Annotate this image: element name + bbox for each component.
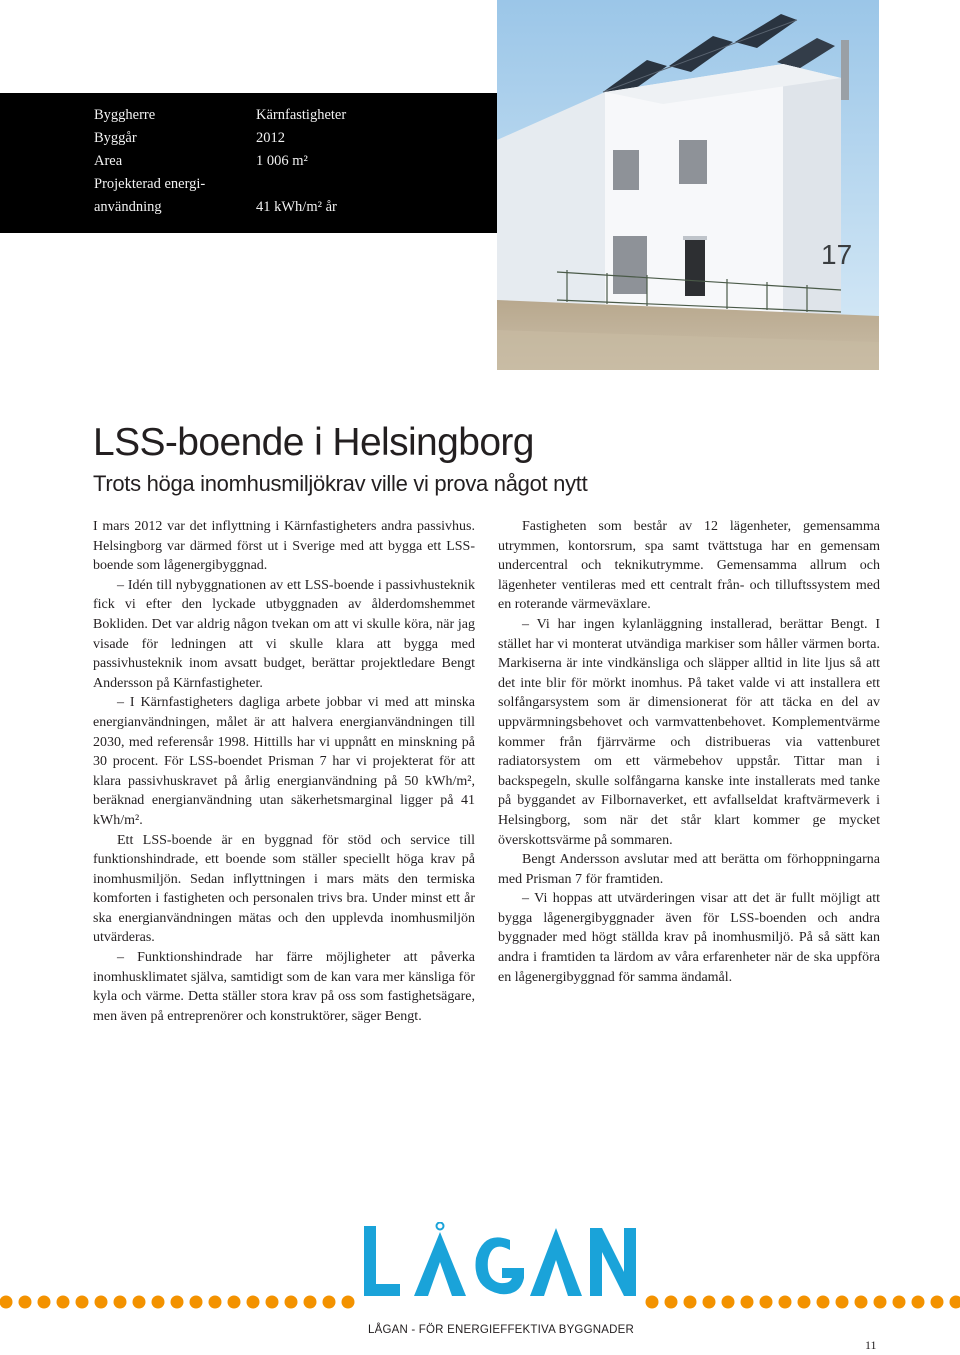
decorative-dot <box>912 1296 925 1309</box>
decorative-dot <box>0 1296 13 1309</box>
decorative-dot <box>855 1296 868 1309</box>
decorative-dot <box>798 1296 811 1309</box>
decorative-dot <box>323 1296 336 1309</box>
paragraph: Ett LSS-boende är en byggnad för stöd och service till funktionshindrade, ett boende som ställer speciellt höga krav på inomhusmiljön. Sedan inflyttningen i mars mäts den termiska komforten i fastigheten och personalen trivs bra. Under minst ett år ska energianvändningen mätas och den upplevda inomhusmiljön utvärderas. <box>93 832 475 946</box>
decorative-dot <box>304 1296 317 1309</box>
decorative-dot <box>19 1296 32 1309</box>
fact-label: Byggherre <box>94 107 156 123</box>
decorative-dot <box>779 1296 792 1309</box>
article-column-right <box>498 517 880 987</box>
paragraph: – Idén till nybyggnationen av ett LSS-boende i passivhusteknik fick vi efter den lyckade utbyggnaden av ålderdomshemmet Bokliden. Det var aldrig någon tvekan om att vi skulle köra, när jag visade för ledningen att vi skulle klara att bygga med passivhusteknik inom avsatt budget, berättar projektledare Bengt Andersson på Kärnfastigheter. <box>93 577 475 691</box>
decorative-dot <box>703 1296 716 1309</box>
decorative-dot <box>741 1296 754 1309</box>
paragraph: Fastigheten som består av 12 lägenheter, gemensamma utrymmen, kontorsrum, spa samt tvättstuga har en gemensam undercentral och teknikutrymme. Gemensamma allrum och lägenheter ventileras med ett centralt från- och tilluftssystem med en roterande värmeväxlare. <box>498 519 880 613</box>
fact-value: 1 006 m² <box>256 153 308 169</box>
decorative-dot <box>684 1296 697 1309</box>
article-title: LSS-boende i Helsingborg <box>93 421 534 464</box>
house-number-17: 17 <box>821 239 853 270</box>
decorative-dot <box>266 1296 279 1309</box>
building-photo <box>497 0 879 370</box>
decorative-dot <box>247 1296 260 1309</box>
paragraph: I mars 2012 var det inflyttning i Kärnfastigheters andra passivhus. Helsingborg var därmed först ut i Sverige med att bygga ett LSS-boende som lågenergibyggnad. <box>93 519 475 574</box>
fact-value: Kärnfastigheter <box>256 107 347 123</box>
paragraph: Bengt Andersson avslutar med att berätta om förhoppningarna med Prisman 7 för framtiden. <box>498 852 880 887</box>
logo-text: LÅGAN <box>498 1310 502 1311</box>
decorative-dot <box>817 1296 830 1309</box>
decorative-dot <box>209 1296 222 1309</box>
lagan-logo <box>360 1222 640 1314</box>
decorative-dot <box>836 1296 849 1309</box>
decorative-dot <box>114 1296 127 1309</box>
paragraph: – I Kärnfastigheters dagliga arbete jobbar vi med att minska energianvändningen, målet är att halvera energianvändningen till 2030, med referensår 1998. Hittills har vi uppnått en minskning på 30 procent. För LSS-boendet Prisman 7 har vi projekterat för att klara passivhuskravet på årlig energianvändning på 50 kWh/m², beräknad energianvändning utan säkerhetsmarginal ligger på 41 kWh/m². <box>93 695 475 828</box>
project-facts-box <box>0 93 497 233</box>
paragraph: – Funktionshindrade har färre möjligheter att påverka inomhusklimatet själva, samtidigt som de kan vara mer känsliga för kyla och värme. Detta ställer stora krav på oss som fastighetsägare, men även på entreprenörer och konstruktörer, säger Bengt. <box>93 950 475 1024</box>
decorative-dot <box>228 1296 241 1309</box>
fact-label: Projekterad energi- <box>94 176 206 192</box>
decorative-dot <box>76 1296 89 1309</box>
decorative-dot <box>57 1296 70 1309</box>
fact-label: Byggår <box>94 130 137 146</box>
page-number: 11 <box>865 1338 877 1352</box>
decorative-dot <box>152 1296 165 1309</box>
decorative-dot <box>95 1296 108 1309</box>
footer-tagline: LÅGAN - FÖR ENERGIEFFEKTIVA BYGGNADER <box>368 1324 634 1336</box>
decorative-dot <box>190 1296 203 1309</box>
article-subtitle: Trots höga inomhusmiljökrav ville vi prova något nytt <box>93 471 588 496</box>
decorative-dot <box>722 1296 735 1309</box>
decorative-dot <box>171 1296 184 1309</box>
paragraph: – Vi hoppas att utvärderingen visar att det är fullt möjligt att bygga lågenergibyggnader även för LSS-boenden och andra byggnader med högt ställda krav på inomhusmiljö. På så sätt kan andra i framtiden ta lärdom av våra erfarenheter när de ska uppföra en lågenergibyggnad för samma ändamål. <box>498 891 880 985</box>
decorative-dot <box>646 1296 659 1309</box>
fact-value: 2012 <box>256 130 285 146</box>
decorative-dot <box>665 1296 678 1309</box>
decorative-dot <box>760 1296 773 1309</box>
paragraph: – Vi har ingen kylanläggning installerad, berättar Bengt. I stället har vi monterat utvändiga markiser som håller värmen borta. Markiserna är inte vindkänsliga och släpper alltid in lite ljus så att det inte blir för mörkt inomhus. På taket valde vi att installera ett solfångarsystem som är dimensionerat för att täcka en del av uppvärmningsbehovet och varmvattenbehovet. Komplementvärme kommer från fjärrvärme och distribueras via vattenburet radiatorsystem om ett värmebehov uppstår. Tittar man i backspegeln, skulle solfångarna kanske inte installerats med tanke på byggandet av Filbornaverket, ett avfallseldat kraftvärmeverk i Helsingborg, som när det står klart kommer ge mycket överskottsvärme på sommaren. <box>498 616 880 848</box>
fact-label: Area <box>94 153 123 169</box>
decorative-dot <box>950 1296 960 1309</box>
fact-value: 41 kWh/m² år <box>256 199 337 215</box>
decorative-dot <box>874 1296 887 1309</box>
decorative-dot <box>285 1296 298 1309</box>
fact-label: användning <box>94 199 162 215</box>
decorative-dot <box>931 1296 944 1309</box>
article-column-left <box>93 517 475 1026</box>
decorative-dot <box>893 1296 906 1309</box>
decorative-dot <box>133 1296 146 1309</box>
decorative-dot <box>342 1296 355 1309</box>
decorative-dot <box>38 1296 51 1309</box>
